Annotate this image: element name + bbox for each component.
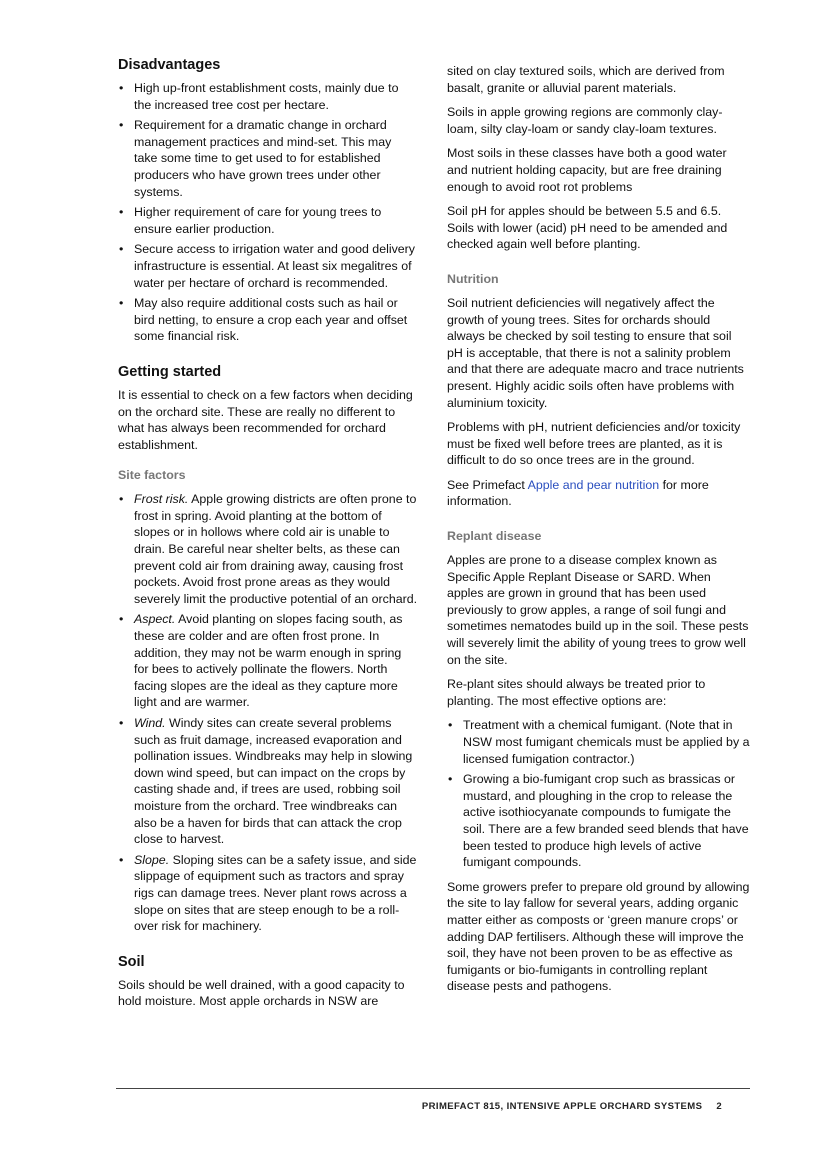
description: Windy sites can create several problems such as fruit damage, increased evaporation and pollination issues. Windbreaks may help in slowing down wind speed, but can impact on the crops by casting shade and, if trees are used, robbing soil moisture from the orchard. Tree windbreaks can also be a haven for birds that can attack the crop close to harvest. [134,716,413,847]
replant-paragraph: Apples are prone to a disease complex known as Specific Apple Replant Disease or SARD. When apples are grown in ground that has been used previously to grow apples, a range of soil fungi and sometimes nematodes build up in the soil. These pests will severely limit the ability of young trees to grow well on the site. [447,553,749,667]
replant-paragraph: Re-plant sites should always be treated prior to planting. The most effective options are: [447,677,706,708]
nutrition-heading: Nutrition [447,271,499,286]
list-item: • May also require additional costs such as hail or bird netting, to ensure a crop each year and offset some financial risk. [118,295,418,345]
list-item [118,611,418,711]
site-factors-heading: Site factors [118,468,186,483]
list-item: • Requirement for a dramatic change in orchard management practices and mind-set. This may take some time to get used to for established producers who have grown trees under other systems. [118,117,418,200]
nutrition-paragraph: Soil nutrient deficiencies will negatively affect the growth of young trees. Sites for orchards should always be checked by soil testing to ensure that soil pH is acceptable, that there is not a salinity problem and that there are adequate macro and trace nutrients present. Highly acidic soils often have problems with aluminium toxicity. [447,295,744,410]
description: Avoid planting on slopes facing south, as these are colder and are often frost prone. In addition, they may not be warm enough in spring for bees to actively pollinate the flowers. North facing slopes are the ideal as they capture more light and are warmer. [134,612,403,710]
soil-text: Soils should be well drained, with a good capacity to hold moisture. Most apple orchards in NSW are [118,977,405,1009]
disadvantages-heading: Disadvantages [118,57,221,73]
see-also-text [447,477,750,510]
soil-continued: sited on clay textured soils, which are derived from basalt, granite or alluvial parent materials. [447,64,725,95]
footer-divider [116,1088,750,1089]
right-column [447,63,750,1003]
list-item: • Higher requirement of care for young trees to ensure earlier production. [118,204,418,237]
list-item: • Treatment with a chemical fumigant. (Note that in NSW most fumigant chemicals must be applied by a licensed fumigation contractor.) [447,717,750,767]
replant-heading: Replant disease [447,529,542,544]
left-column [118,56,418,1018]
list-item: • Growing a bio-fumigant crop such as brassicas or mustard, and ploughing in the crop to release the active isothiocyanate compounds to fumigate the soil. There are a few branded seed blends that have been tested to produce high levels of active fumigant compounds. [447,771,750,871]
replant-options-list [447,717,750,870]
soil-paragraph: Soil pH for apples should be between 5.5 and 6.5. Soils with lower (acid) pH need to be amended and checked again well before planting. [447,204,728,252]
list-item: • High up-front establishment costs, mainly due to the increased tree cost per hectare. [118,80,418,113]
list-item [118,715,418,848]
term: Slope. [134,852,170,867]
getting-started-heading: Getting started [118,363,222,380]
term: Wind. [134,716,166,730]
description: Apple growing districts are often prone to frost in spring. Avoid planting at the bottom of slopes or in hollows where cold air is unable to drain. Be careful near shelter belts, as these can prevent cold air from draining away, causing frost pockets. Avoid frost prone areas as they would severely limit the productive potential of an orchard. [134,492,418,606]
apple-pear-nutrition-link[interactable]: Apple and pear nutrition [527,477,660,492]
page-footer [422,1101,722,1112]
list-item: • Secure access to irrigation water and good delivery infrastructure is essential. At least six megalitres of water per hectare of orchard is recommended. [118,241,418,291]
description: Sloping sites can be a safety issue, and side slippage of equipment such as tractors and spray rigs can damage trees. Never plant rows across a slope on sites that are steep enough to be a roll-over risk for machinery. [134,852,417,934]
term: Aspect. [134,612,176,627]
see-suffix: for more information. [447,477,709,509]
term: Frost risk. [134,492,189,507]
getting-started-text: It is essential to check on a few factors when deciding on the orchard site. These are really no different to what has always been recommended for orchard establishment. [118,387,413,452]
nutrition-paragraph: Problems with pH, nutrient deficiencies and/or toxicity must be fixed well before trees are planted, as it is difficult to do so once trees are in the ground. [447,420,741,468]
site-factors-list [118,491,418,934]
soil-heading: Soil [118,953,145,970]
list-item [118,491,418,607]
disadvantages-list [118,80,418,345]
see-prefix: See Primefact [447,477,528,492]
list-item [118,852,418,935]
page-number: 2 [716,1101,722,1112]
replant-paragraph: Some growers prefer to prepare old ground by allowing the site to lay fallow for several years, adding organic matter either as composts or ‘green manure crops’ or adding DAP fertilisers. Although these will improve the soil, they have not been proven to be as effective as fumigants or bio-fumigants in controlling replant disease pests and pathogens. [447,879,750,994]
soil-paragraph: Soils in apple growing regions are commonly clay-loam, silty clay-loam or sandy clay-loam textures. [447,105,723,136]
footer-title: PRIMEFACT 815, INTENSIVE APPLE ORCHARD SYSTEMS [421,1101,703,1112]
soil-paragraph: Most soils in these classes have both a good water and nutrient holding capacity, but are free draining enough to avoid root rot problems [447,146,727,194]
